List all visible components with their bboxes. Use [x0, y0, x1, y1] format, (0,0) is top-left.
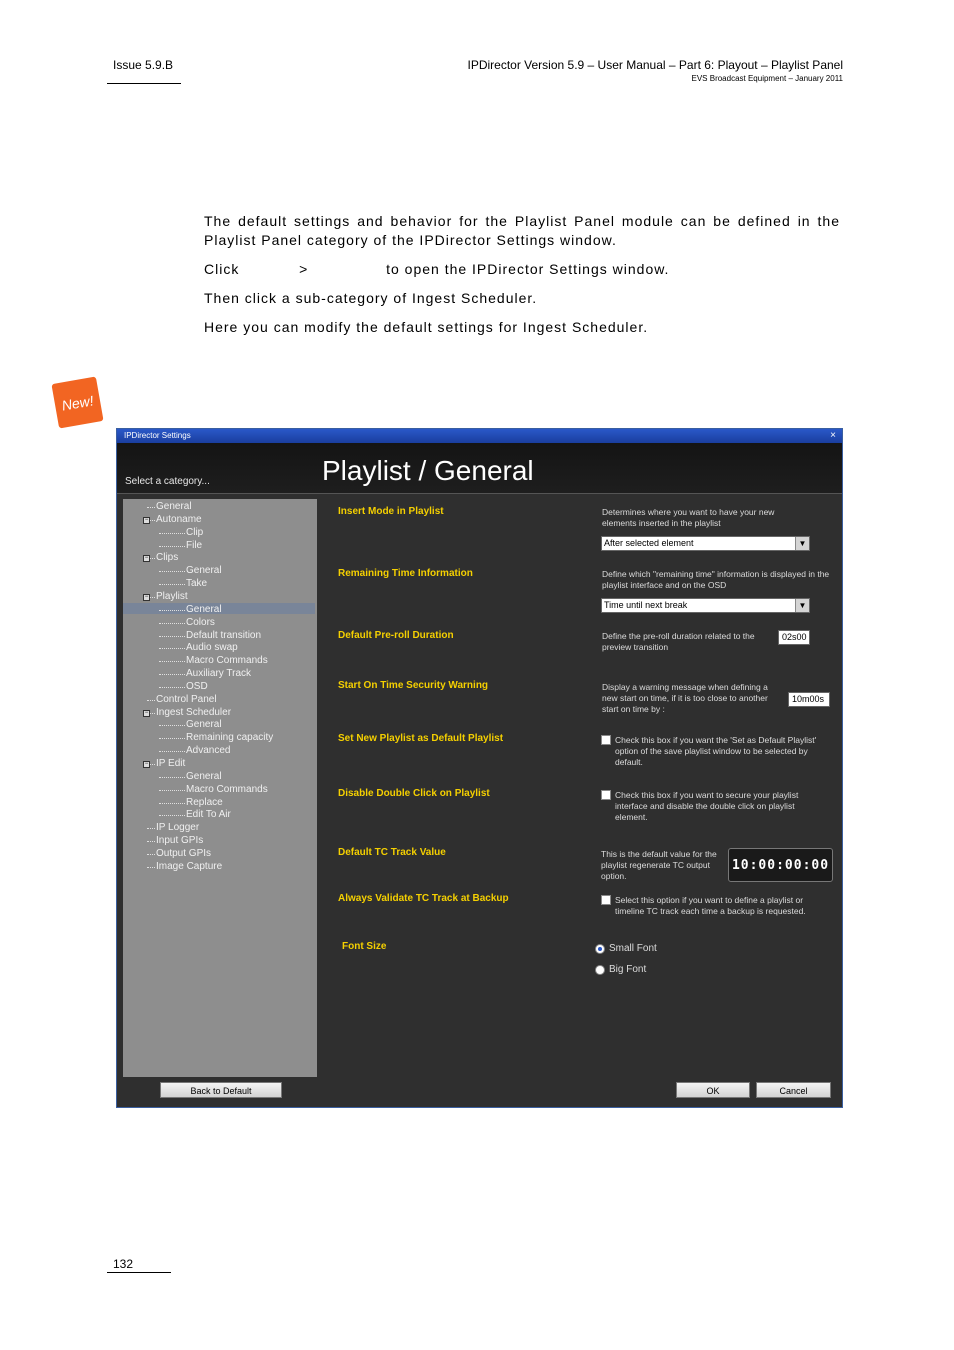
remaining-time-value: Time until next break	[604, 600, 688, 610]
collapse-icon[interactable]: −	[144, 761, 149, 767]
tree-connector	[159, 610, 185, 611]
validate-tc-desc: Select this option if you want to define a playlist or timeline TC track each time a backup is requested.	[615, 895, 806, 916]
disable-dblclick-desc: Check this box if you want to secure your playlist interface and disable the double click on playlist element.	[615, 790, 799, 822]
tree-item[interactable]: Take	[186, 578, 208, 590]
settings-heading: Playlist / General	[322, 455, 534, 486]
tree-item[interactable]: OSD	[186, 680, 208, 692]
chevron-down-icon[interactable]: ▼	[795, 599, 809, 612]
tree-connector	[159, 636, 185, 637]
cancel-button[interactable]: Cancel	[756, 1082, 831, 1098]
tree-connector	[147, 507, 155, 508]
remaining-time-select[interactable]	[601, 598, 810, 613]
default-playlist-checkbox[interactable]	[601, 735, 611, 745]
back-to-default-button[interactable]: Back to Default	[160, 1082, 282, 1098]
default-playlist-label: Set New Playlist as Default Playlist	[338, 733, 504, 744]
tree-item[interactable]: IP Edit	[156, 758, 186, 769]
tree-item[interactable]: File	[186, 539, 203, 551]
footer-rule	[107, 1272, 171, 1273]
tree-connector	[159, 546, 185, 547]
tree-connector	[159, 790, 185, 791]
tree-connector	[147, 841, 155, 842]
tree-item[interactable]: Image Capture	[156, 860, 223, 872]
collapse-icon[interactable]: −	[144, 593, 149, 600]
tree-item[interactable]: Remaining capacity	[186, 732, 274, 744]
tree-item[interactable]: Macro Commands	[186, 655, 268, 667]
tree-connector	[159, 803, 185, 804]
big-font-label: Big Font	[609, 964, 647, 975]
preroll-label: Default Pre-roll Duration	[338, 630, 454, 641]
tree-item[interactable]: Input GPIs	[156, 835, 204, 847]
tree-connector	[159, 661, 185, 662]
tc-track-label: Default TC Track Value	[338, 847, 446, 858]
tree-connector	[159, 584, 185, 585]
disable-dblclick-checkbox[interactable]	[601, 790, 611, 800]
document-title: IPDirector Version 5.9 – User Manual – Part 6: Playout – Playlist Panel	[467, 58, 843, 72]
tree-item[interactable]: Clips	[156, 552, 179, 564]
tree-connector	[147, 828, 155, 829]
tree-item[interactable]: General	[186, 770, 222, 782]
insert-mode-desc: Determines where you want to have your new elements inserted in the playlist	[602, 507, 775, 528]
window-title: IPDirector Settings	[124, 431, 191, 440]
tree-connector	[159, 777, 185, 778]
tree-item[interactable]: General	[156, 501, 192, 512]
big-font-radio[interactable]	[595, 965, 605, 975]
header-rule	[107, 83, 181, 84]
window-banner	[117, 443, 842, 494]
tree-item[interactable]: Default transition	[186, 629, 262, 641]
tree-item[interactable]: IP Logger	[156, 822, 200, 834]
tree-connector	[159, 571, 185, 572]
insert-mode-select[interactable]	[601, 536, 810, 551]
preroll-input[interactable]: 02s00	[778, 630, 810, 645]
tree-connector	[147, 700, 155, 701]
tree-connector	[159, 533, 185, 534]
tree-connector	[147, 867, 155, 868]
menu-separator: >	[299, 261, 309, 277]
tree-item[interactable]: Autoname	[156, 513, 202, 525]
tree-connector	[159, 648, 185, 649]
remaining-time-desc: Define which "remaining time" information is displayed in the playlist interface and on the OSD	[602, 569, 830, 590]
insert-mode-label: Insert Mode in Playlist	[338, 506, 444, 517]
tree-connector	[159, 623, 185, 624]
tree-item[interactable]: Edit To Air	[186, 809, 231, 821]
preroll-desc: Define the pre-roll duration related to the preview transition	[602, 631, 755, 652]
collapse-icon[interactable]: −	[144, 709, 149, 716]
tree-connector	[159, 725, 185, 726]
validate-tc-label: Always Validate TC Track at Backup	[338, 893, 509, 904]
tree-connector	[159, 815, 185, 816]
disable-dblclick-label: Disable Double Click on Playlist	[338, 788, 490, 799]
tree-item[interactable]: Ingest Scheduler	[156, 706, 232, 718]
tc-track-input[interactable]: 10:00:00:00	[728, 848, 833, 882]
page-number: 132	[113, 1257, 134, 1271]
start-warning-label: Start On Time Security Warning	[338, 680, 489, 691]
collapse-icon[interactable]: −	[144, 516, 149, 523]
insert-mode-value: After selected element	[604, 538, 694, 548]
small-font-radio[interactable]	[595, 944, 605, 954]
tree-item[interactable]: Output GPIs	[156, 847, 212, 859]
tree-item[interactable]: Playlist	[156, 590, 188, 602]
click-word: Click	[204, 261, 240, 277]
category-tree	[123, 499, 317, 1077]
close-icon[interactable]: ×	[830, 430, 836, 441]
validate-tc-checkbox[interactable]	[601, 895, 611, 905]
small-font-label: Small Font	[609, 943, 657, 954]
issue-label: Issue 5.9.B	[113, 58, 174, 72]
tree-item[interactable]: Colors	[186, 616, 215, 628]
remaining-time-label: Remaining Time Information	[338, 568, 473, 579]
tree-connector	[159, 751, 185, 752]
tree-item[interactable]: Control Panel	[156, 693, 217, 705]
select-category-label: Select a category...	[125, 476, 210, 487]
tree-item[interactable]: Macro Commands	[186, 783, 268, 795]
tree-item[interactable]: General	[186, 719, 222, 731]
tree-item[interactable]: Audio swap	[186, 642, 238, 654]
collapse-icon[interactable]: −	[144, 555, 149, 562]
modify-instruction: Here you can modify the default settings for Ingest Scheduler.	[204, 319, 649, 335]
default-playlist-desc: Check this box if you want the 'Set as Default Playlist' option of the save playlist window to be selected by default.	[615, 735, 817, 767]
tree-connector	[159, 674, 185, 675]
font-size-label: Font Size	[342, 941, 387, 952]
tree-item[interactable]: Clip	[186, 526, 204, 538]
ok-button[interactable]: OK	[676, 1082, 750, 1098]
chevron-down-icon[interactable]: ▼	[795, 537, 809, 550]
start-warning-desc: Display a warning message when defining a new start on time, if it is too close to another start on time by :	[602, 682, 768, 714]
tree-connector	[147, 854, 155, 855]
click-instruction	[204, 260, 840, 279]
intro-paragraph: The default settings and behavior for the Playlist Panel module can be defined in the Playlist Panel category of the IPDirector Settings window.	[204, 213, 840, 248]
click-rest: to open the IPDirector Settings window.	[386, 261, 670, 277]
tree-item[interactable]: Replace	[186, 796, 223, 808]
window-titlebar	[117, 429, 842, 443]
tree-item[interactable]: General	[186, 565, 222, 577]
tree-item[interactable]: Advanced	[186, 745, 231, 757]
tree-item[interactable]: Auxiliary Track	[186, 668, 252, 680]
settings-window	[116, 428, 843, 1108]
tree-item[interactable]: General	[186, 603, 222, 615]
document-subtitle: EVS Broadcast Equipment – January 2011	[691, 74, 843, 83]
start-warning-input[interactable]: 10m00s	[788, 692, 830, 707]
new-badge: New!	[51, 376, 103, 428]
tc-track-desc: This is the default value for the playlist regenerate TC output option.	[601, 849, 717, 881]
subcategory-instruction: Then click a sub-category of Ingest Scheduler.	[204, 290, 538, 306]
tree-connector	[159, 687, 185, 688]
tree-connector	[159, 738, 185, 739]
